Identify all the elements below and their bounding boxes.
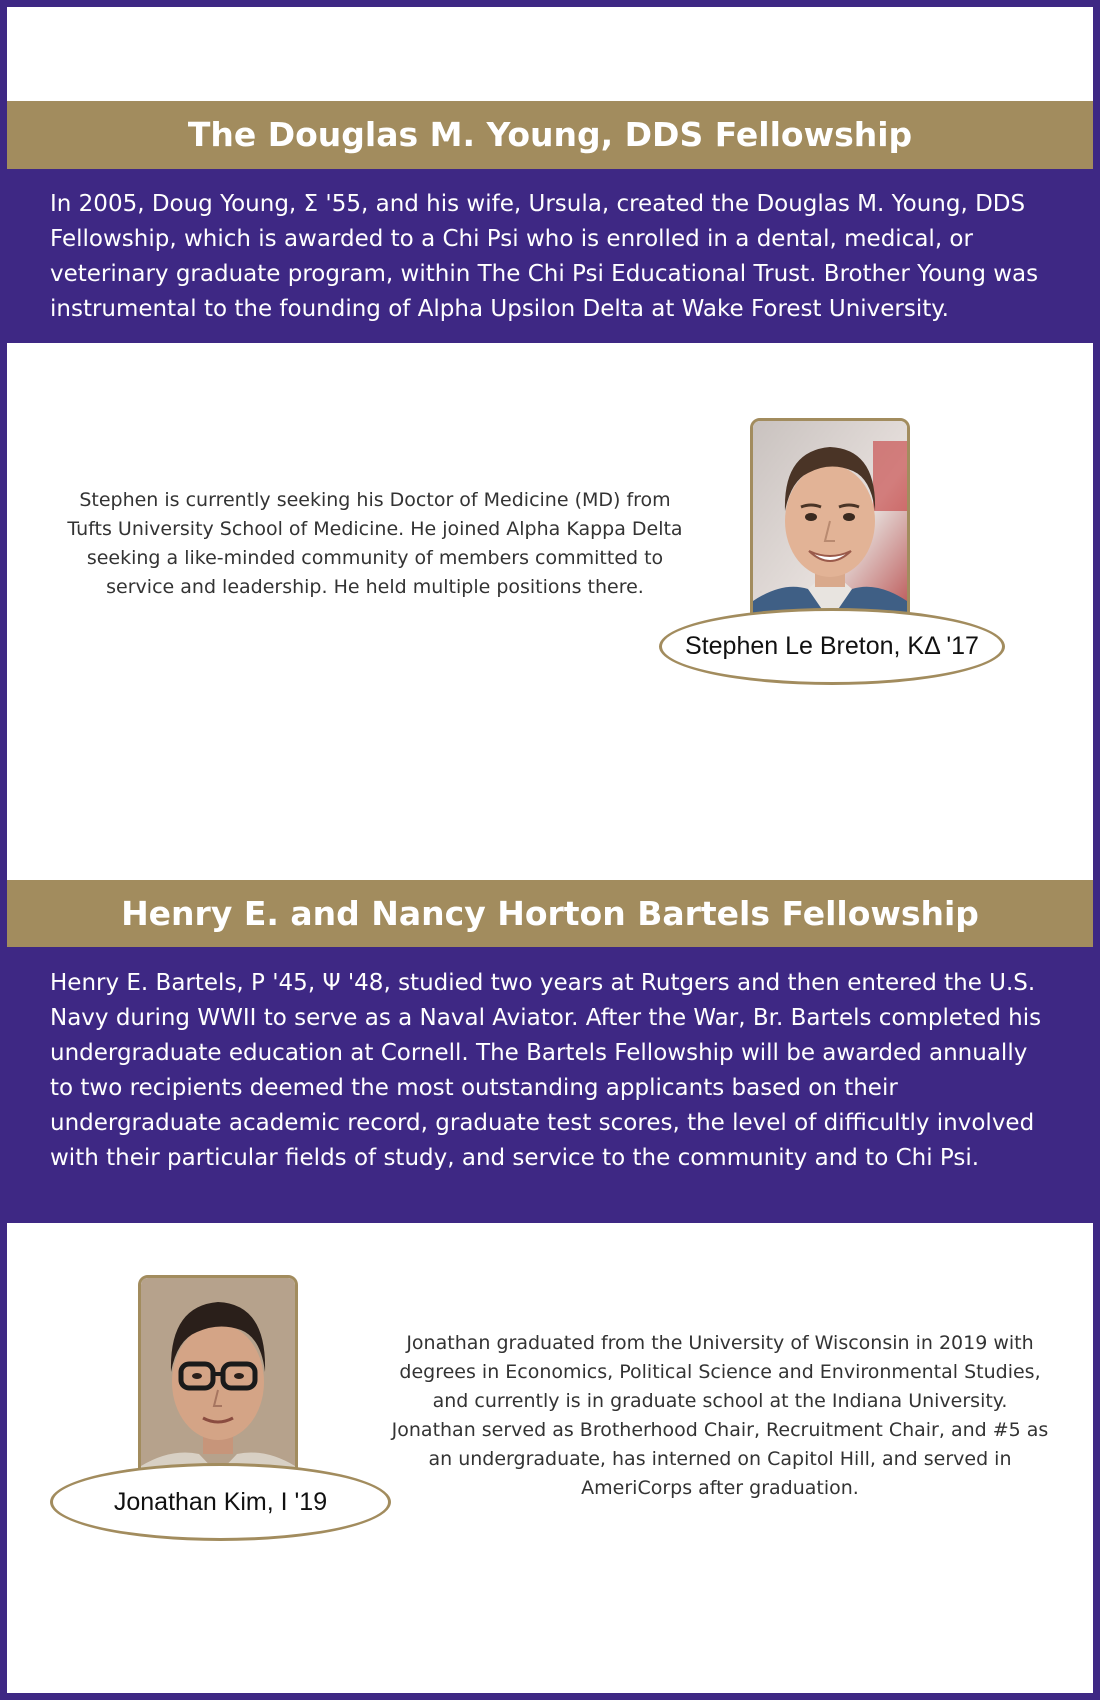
person-portrait-icon [753,421,907,629]
fellowship-description-young: In 2005, Doug Young, Σ '55, and his wife, Ursula, created the Douglas M. Young, DDS Fellowship, which is awarded to a Chi Psi who is enrolled in a dental, medical, or veterinary graduate program, within The Chi Psi Educational Trust. Brother Young was instrumental to the founding of Alpha Upsilon Delta at Wake Forest University. [7,169,1093,343]
recipient-name-jonathan: Jonathan Kim, I '19 [50,1463,391,1541]
fellowship-title-bartels: Henry E. and Nancy Horton Bartels Fellowship [7,880,1093,947]
recipient-photo-jonathan [138,1275,298,1489]
recipient-bio-stephen: Stephen is currently seeking his Doctor of Medicine (MD) from Tufts University School of Medicine. He joined Alpha Kappa Delta seeking a like-minded community of members committed to service and leadership. He held multiple positions there. [67,489,683,598]
recipient-photo-stephen [750,418,910,632]
recipient-bio-jonathan: Jonathan graduated from the University of Wisconsin in 2019 with degrees in Economics, Political Science and Environmental Studies, and currently is in graduate school at the Indiana University. Jonathan served as Brotherhood Chair, Recruitment Chair, and #5 as an undergraduate, has interned on Capitol Hill, and served in AmeriCorps after graduation. [391,1332,1049,1499]
fellowship-title-young: The Douglas M. Young, DDS Fellowship [7,101,1093,169]
document-page [7,7,1093,1693]
fellowship-description-bartels: Henry E. Bartels, P '45, Ψ '48, studied two years at Rutgers and then entered the U.S. Navy during WWII to serve as a Naval Aviator. After the War, Br. Bartels completed his undergraduate education at Cornell. The Bartels Fellowship will be awarded annually to two recipients deemed the most outstanding applicants based on their undergraduate academic record, graduate test scores, the level of difficultly involved with their particular fields of study, and service to the community and to Chi Psi. [7,947,1093,1223]
person-portrait-icon [141,1278,295,1486]
recipient-name-stephen: Stephen Le Breton, KΔ '17 [659,608,1005,685]
